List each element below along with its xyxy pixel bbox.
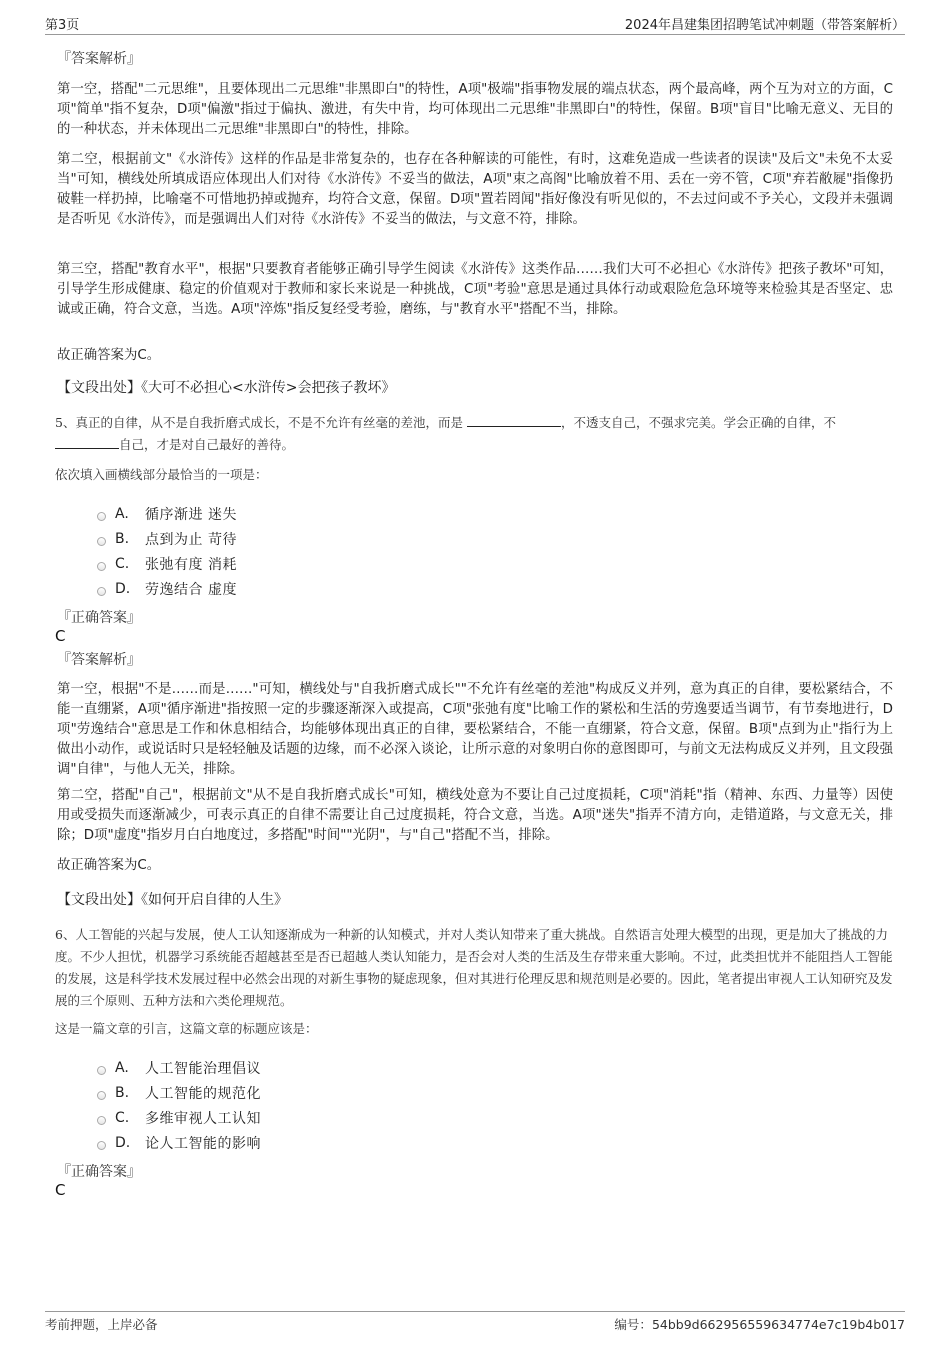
analysis-label: 『答案解析』 xyxy=(57,652,141,668)
question-6-prompt: 这是一篇文章的引言，这篇文章的标题应该是： xyxy=(55,1021,318,1036)
correct-answer-label: 『正确答案』 xyxy=(57,1164,141,1180)
question-number: 6、 xyxy=(55,927,76,942)
radio-icon[interactable] xyxy=(97,1066,106,1075)
stem-text: 人工智能的兴起与发展，使人工认知逐渐成为一种新的认知模式，并对人类认知带来了重大挑战。自然语言处理大模型的出现，更是加大了挑战的力度。不少人担忧，机器学习系统能否超越甚至是否已超越人类认知能力，是否会对人类的生活及生存带来重大影响。不过，此类担忧并不能阻挡人工智能的发展，这是科学技术发展过程中必然会出现的对新生事物的疑虑现象，但对其进行伦理反思和规范则是必要的。因此，笔者提出审视人工认知研究及发展的三个原则、五种方法和六类伦理规范。 xyxy=(55,927,893,1008)
correct-answer-value: C xyxy=(55,627,66,645)
radio-icon[interactable] xyxy=(97,1091,106,1100)
radio-icon[interactable] xyxy=(97,512,106,521)
fill-blank-2 xyxy=(55,436,119,449)
radio-icon[interactable] xyxy=(97,587,106,596)
option-text: 张弛有度 消耗 xyxy=(145,556,237,573)
option-letter: B. xyxy=(115,1084,130,1101)
option-text: 多维审视人工认知 xyxy=(145,1110,261,1127)
option-c[interactable] xyxy=(97,1105,261,1130)
analysis-paragraph-2: 第二空，根据前文"《水浒传》这样的作品是非常复杂的，也存在各种解读的可能性，有时，这难免造成一些读者的误读"及后文"未免不太妥当"可知，横线处所填成语应体现出人们对待《水浒传》不妥当的做法，A项"束之高阁"比喻放着不用、丢在一旁不管，C项"弃若敝屣"指像扔破鞋一样扔掉，比喻毫不可惜地扔掉或抛弃，均符合文意，保留。D项"置若罔闻"指好像没有听见似的，不去过问或不予关心，文段并未强调是否听见《水浒传》，而是强调出人们对待《水浒传》不妥当的做法，与文意不符，排除。 xyxy=(57,152,893,227)
question-number: 5、 xyxy=(55,415,76,430)
radio-icon[interactable] xyxy=(97,562,106,571)
analysis-paragraph-3: 第三空，搭配"教育水平"，根据"只要教育者能够正确引导学生阅读《水浒传》这类作品……我们大可不必担心《水浒传》把孩子教坏"可知，引导学生形成健康、稳定的价值观对于教师和家长来说是一种挑战，C项"考验"意思是通过具体行动或艰险危急环境等来检验其是否坚定、忠诚或正确，符合文意，当选。A项"淬炼"指反复经受考验，磨练，与"教育水平"搭配不当，排除。 xyxy=(57,262,893,317)
radio-icon[interactable] xyxy=(97,1141,106,1150)
fill-blank-1 xyxy=(467,414,561,427)
question-5 xyxy=(55,412,891,456)
analysis-paragraph-2: 第二空，搭配"自己"，根据前文"从不是自我折磨式成长"可知，横线处意为不要让自己过度损耗，C项"消耗"指（精神、东西、力量等）因使用或受损失而逐渐减少，可表示真正的自律不需要让自己过度损耗，符合文意，当选。A项"迷失"指弄不清方向，走错道路，与文意无关，排除；D项"虚度"指岁月白白地度过，多搭配"时间""光阴"，与"自己"搭配不当，排除。 xyxy=(57,788,893,843)
option-b[interactable] xyxy=(97,526,237,551)
stem-part: 真正的自律，从不是自我折磨式成长，不是不允许有丝毫的差池，而是 xyxy=(75,415,463,430)
question-5-prompt: 依次填入画横线部分最恰当的一项是： xyxy=(55,467,268,482)
option-text: 论人工智能的影响 xyxy=(145,1135,261,1152)
id-label: 编号： xyxy=(614,1317,652,1332)
stem-part: ，不透支自己，不强求完美。学会正确的自律，不 xyxy=(560,415,836,430)
id-value: 54bb9d662956559634774e7c19b4b017 xyxy=(651,1317,905,1332)
option-text: 人工智能的规范化 xyxy=(145,1085,261,1102)
option-d[interactable] xyxy=(97,1130,261,1155)
option-text: 循序渐进 迷失 xyxy=(145,506,237,523)
document-title: 2024年昌建集团招聘笔试冲刺题（带答案解析） xyxy=(624,18,905,33)
option-a[interactable] xyxy=(97,1055,261,1080)
conclusion-text: 故正确答案为C。 xyxy=(57,348,161,363)
page-footer xyxy=(45,1311,905,1334)
analysis-label: 『答案解析』 xyxy=(57,51,141,67)
radio-icon[interactable] xyxy=(97,537,106,546)
source-citation: 【文段出处】《大可不必担心<水浒传>会把孩子教坏》 xyxy=(57,380,396,396)
correct-answer-label: 『正确答案』 xyxy=(57,610,141,626)
question-6-options xyxy=(97,1055,261,1155)
option-letter: C. xyxy=(115,1109,130,1126)
conclusion-text: 故正确答案为C。 xyxy=(57,858,161,873)
option-b[interactable] xyxy=(97,1080,261,1105)
option-text: 劳逸结合 虚度 xyxy=(145,581,237,598)
correct-answer-value: C xyxy=(55,1181,66,1199)
option-letter: D. xyxy=(115,580,131,597)
question-6-stem xyxy=(55,924,893,1012)
option-a[interactable] xyxy=(97,501,237,526)
option-letter: D. xyxy=(115,1134,131,1151)
analysis-paragraph-1: 第一空，搭配"二元思维"，且要体现出二元思维"非黑即白"的特性，A项"极端"指事物发展的端点状态，两个最高峰，两个互为对立的方面，C项"简单"指不复杂，D项"偏激"指过于偏执、激进，有失中肯，均可体现出二元思维"非黑即白"的特性，保留。B项"盲目"比喻无意义、无目的的一种状态，并未体现出二元思维"非黑即白"的特性，排除。 xyxy=(57,82,893,137)
option-letter: B. xyxy=(115,530,130,547)
option-letter: A. xyxy=(115,505,129,522)
page-header xyxy=(45,10,905,35)
question-5-stem xyxy=(55,412,891,456)
footer-slogan: 考前押题，上岸必备 xyxy=(45,1317,158,1332)
source-citation: 【文段出处】《如何开启自律的人生》 xyxy=(57,892,288,908)
document-id xyxy=(614,1315,905,1333)
option-d[interactable] xyxy=(97,576,237,601)
page-number: 第3页 xyxy=(45,18,80,33)
option-text: 点到为止 苛待 xyxy=(145,531,237,548)
stem-part: 自己，才是对自己最好的善待。 xyxy=(119,437,295,452)
radio-icon[interactable] xyxy=(97,1116,106,1125)
option-c[interactable] xyxy=(97,551,237,576)
question-5-options xyxy=(97,501,237,601)
option-text: 人工智能治理倡议 xyxy=(145,1060,261,1077)
analysis-paragraph-1: 第一空，根据"不是……而是……"可知，横线处与"自我折磨式成长""不允许有丝毫的差池"构成反义并列，意为真正的自律，要松紧结合，不能一直绷紧，A项"循序渐进"指按照一定的步骤逐渐深入或提高，C项"张弛有度"比喻工作的紧松和生活的劳逸要适当调节，有节奏地进行，D项"劳逸结合"意思是工作和休息相结合，均能够体现出真正的自律，要松紧结合，不能一直绷紧，符合文意，保留。B项"点到为止"指行为上做出小动作，或说话时只是轻轻触及话题的边缘，而不必深入谈论，让所示意的对象明白你的意图即可，与前文无法构成反义并列，且文段强调"自律"，与他人无关，排除。 xyxy=(57,682,893,777)
option-letter: A. xyxy=(115,1059,129,1076)
option-letter: C. xyxy=(115,555,130,572)
